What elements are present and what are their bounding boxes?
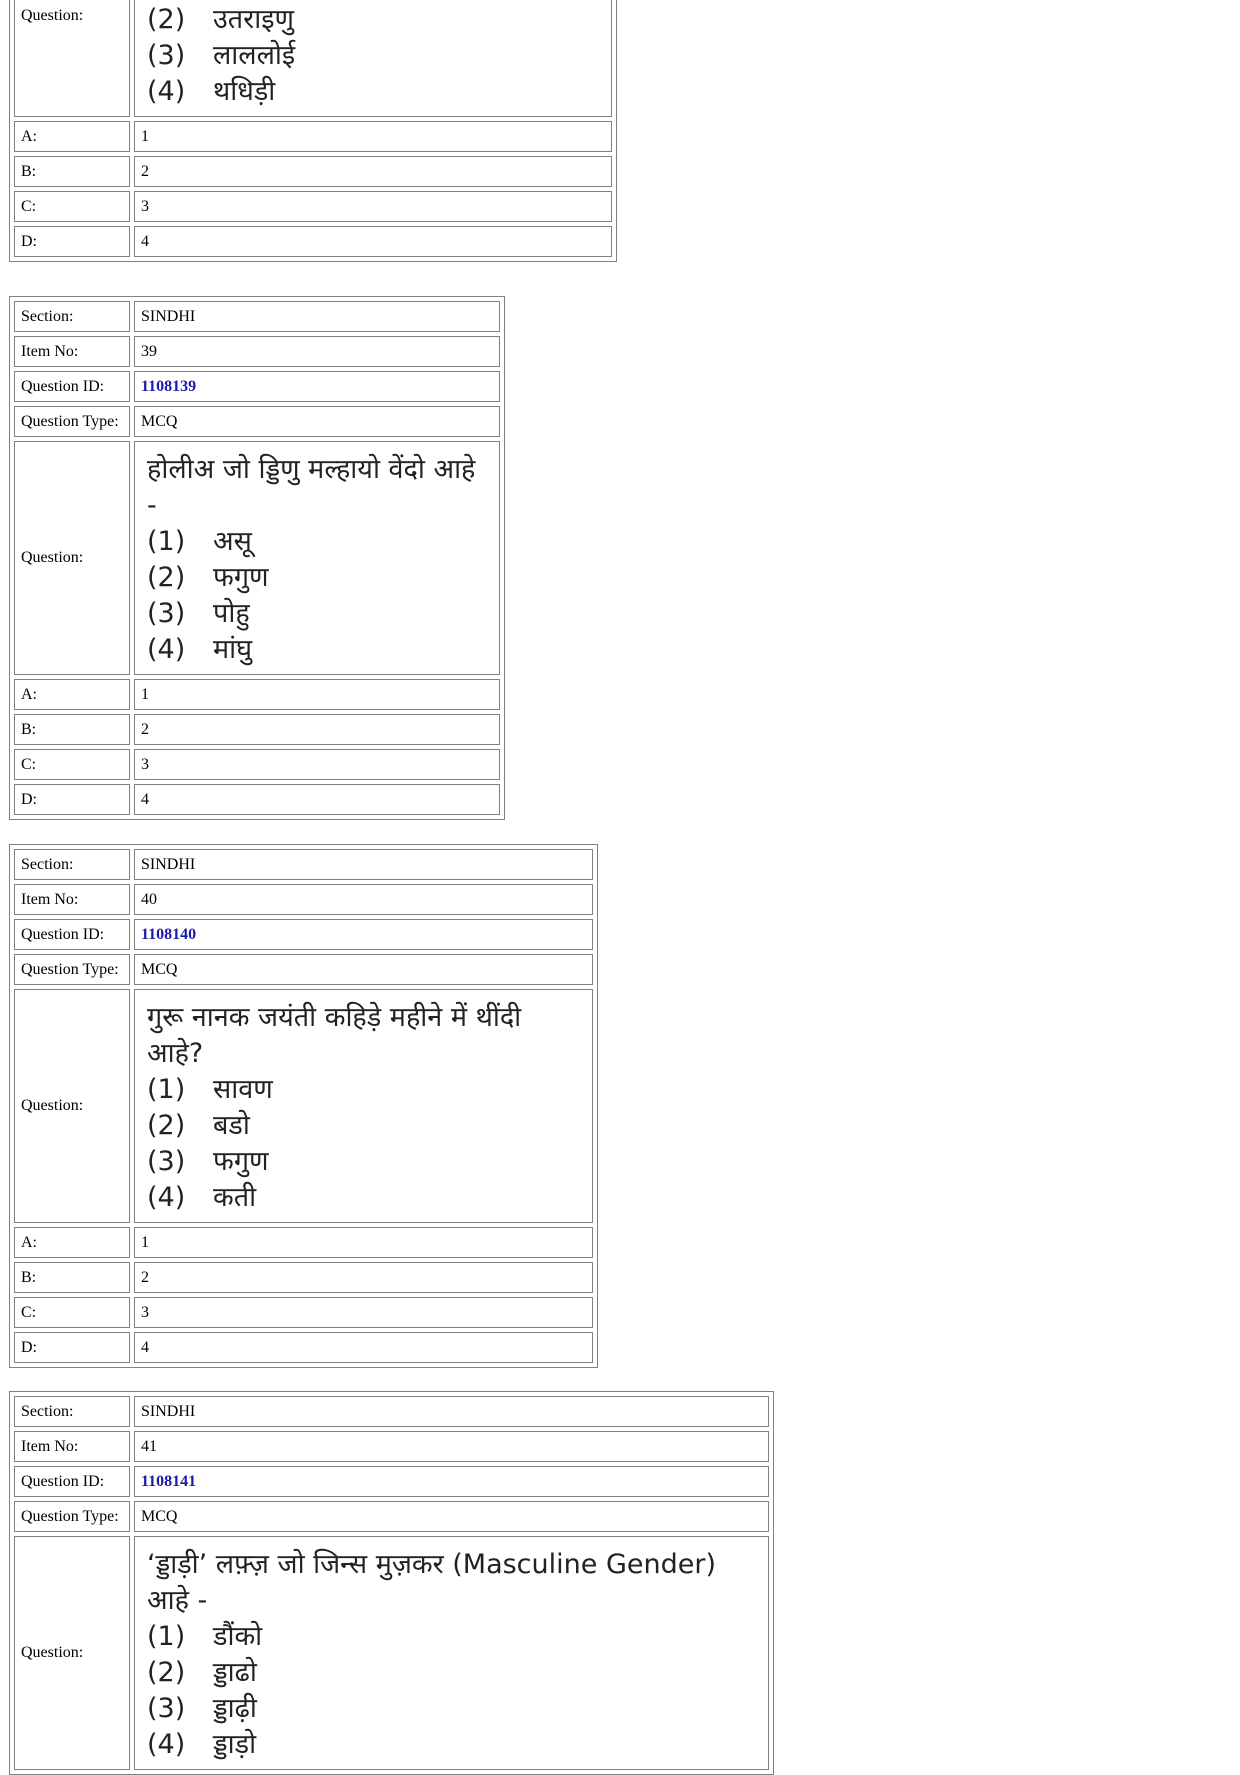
answer-b-label: B: [14,714,130,745]
option-3: (3) फगुण [147,1146,269,1177]
question-table-38 [9,0,617,262]
answer-d-value: 4 [134,1332,593,1363]
question-text: ‘ड्डाड़ी’ लफ़्ज़ जो जिन्स मुज़कर (Masculine Gender) आहे - [147,1549,716,1616]
question-type-value: MCQ [134,406,500,437]
question-content [134,441,500,675]
answer-c-value: 3 [134,749,500,780]
question-type-label: Question Type: [14,406,130,437]
question-type-label: Question Type: [14,954,130,985]
option-2: (2) उतराइणु [147,4,294,35]
question-id-label: Question ID: [14,1466,130,1497]
question-text: गुरू नानक जयंती कहिड़े महीने में थींदी आहे? [147,1002,522,1069]
option-4: (4) मांघु [147,634,253,665]
item-no-label: Item No: [14,884,130,915]
answer-b-label: B: [14,1262,130,1293]
item-no-label: Item No: [14,1431,130,1462]
answer-d-value: 4 [134,784,500,815]
answer-d-label: D: [14,1332,130,1363]
answer-d-value: 4 [134,226,612,257]
answer-a-value: 1 [134,1227,593,1258]
option-1: (1) सावण [147,1074,273,1105]
answer-d-label: D: [14,784,130,815]
option-3: (3) पोहु [147,598,250,629]
question-id-label: Question ID: [14,371,130,402]
question-content [134,989,593,1223]
answer-c-label: C: [14,191,130,222]
question-label: Question: [14,0,130,117]
answer-a-value: 1 [134,121,612,152]
option-4: (4) थधिड़ी [147,76,276,107]
answer-c-label: C: [14,749,130,780]
section-value: SINDHI [134,1396,769,1427]
option-3: (3) लाललोई [147,40,296,71]
question-id-label: Question ID: [14,919,130,950]
section-value: SINDHI [134,301,500,332]
answer-b-label: B: [14,156,130,187]
question-type-label: Question Type: [14,1501,130,1532]
answer-b-value: 2 [134,156,612,187]
question-label: Question: [14,989,130,1223]
item-no-value: 41 [134,1431,769,1462]
option-1: (1) असू [147,526,252,557]
question-id-value: 1108139 [134,371,500,402]
item-no-value: 39 [134,336,500,367]
question-table-39 [9,296,505,820]
option-4: (4) कती [147,1182,257,1213]
section-value: SINDHI [134,849,593,880]
question-table-40 [9,844,598,1368]
question-content [134,1536,769,1770]
option-2: (2) बडो [147,1110,250,1141]
answer-b-value: 2 [134,1262,593,1293]
item-no-value: 40 [134,884,593,915]
option-2: (2) फगुण [147,562,269,593]
answer-a-label: A: [14,679,130,710]
answer-c-value: 3 [134,1297,593,1328]
option-1: (1) डौंको [147,1621,263,1652]
option-3: (3) ड्डाढ़ी [147,1693,257,1724]
answer-c-value: 3 [134,191,612,222]
question-text: होलीअ जो ड्डिणु मल्हायो वेंदो आहे - [147,454,476,521]
question-table-41 [9,1391,774,1775]
question-type-value: MCQ [134,954,593,985]
question-id-value: 1108141 [134,1466,769,1497]
answer-b-value: 2 [134,714,500,745]
answer-a-label: A: [14,121,130,152]
item-no-label: Item No: [14,336,130,367]
question-label: Question: [14,441,130,675]
question-content [134,0,612,117]
section-label: Section: [14,849,130,880]
option-4: (4) ड्डाड़ो [147,1729,257,1760]
section-label: Section: [14,1396,130,1427]
answer-d-label: D: [14,226,130,257]
question-label: Question: [14,1536,130,1770]
question-type-value: MCQ [134,1501,769,1532]
answer-a-value: 1 [134,679,500,710]
answer-a-label: A: [14,1227,130,1258]
section-label: Section: [14,301,130,332]
option-2: (2) ड्डाढो [147,1657,257,1688]
question-id-value: 1108140 [134,919,593,950]
answer-c-label: C: [14,1297,130,1328]
